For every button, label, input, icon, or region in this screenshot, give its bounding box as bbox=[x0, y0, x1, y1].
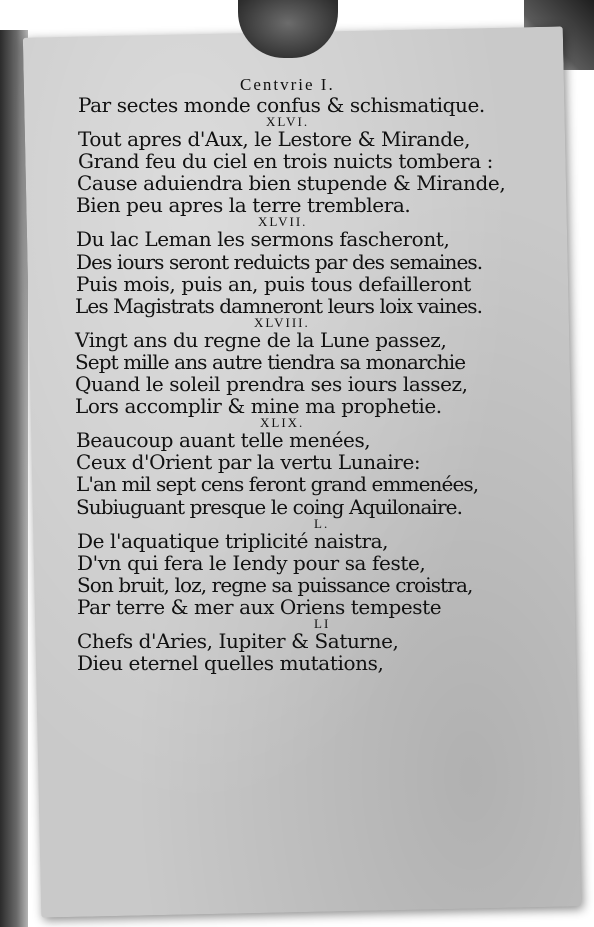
verse-line: Du lac Leman les sermons fascheront, bbox=[76, 227, 450, 252]
verse-line: Quand le soleil prendra ses iours lassez, bbox=[75, 372, 468, 397]
verse-line: Par terre & mer aux Oriens tempeste bbox=[77, 594, 442, 619]
running-title: Centvrie I. bbox=[240, 75, 335, 94]
quatrain-numeral: XLVIII. bbox=[254, 314, 310, 330]
carryover-line: Par sectes monde confus & schismatique. bbox=[78, 93, 485, 117]
verse-line: Sept mille ans autre tiendra sa monarchie bbox=[75, 349, 466, 374]
verse-line: Chefs d'Aries, Iupiter & Saturne, bbox=[77, 628, 399, 653]
verse-line: Grand feu du ciel en trois nuicts tombera : bbox=[78, 149, 494, 174]
quatrain-numeral: XLVI. bbox=[266, 114, 310, 130]
verse-line: Beaucoup auant telle menées, bbox=[76, 428, 371, 453]
verse-line: Lors accomplir & mine ma prophetie. bbox=[75, 394, 442, 419]
verse-line: Cause aduiendra bien stupende & Mirande, bbox=[77, 171, 506, 196]
quatrain-numeral: XLVII. bbox=[258, 214, 308, 230]
verse-line: Les Magistrats damneront leurs loix vaines. bbox=[75, 293, 483, 318]
verse-line: De l'aquatique triplicité naistra, bbox=[77, 528, 389, 553]
page-text bbox=[75, 75, 558, 676]
verse-line: Ceux d'Orient par la vertu Lunaire: bbox=[76, 450, 421, 475]
verse-line: Son bruit, loz, regne sa puissance croistra, bbox=[77, 572, 473, 597]
quatrain-numeral: XLIX. bbox=[260, 415, 305, 431]
verse-line: Puis mois, puis an, puis tous defailleront bbox=[76, 271, 471, 296]
verse-line: D'vn qui fera le Iendy pour sa feste, bbox=[77, 550, 426, 575]
verse-line: Subiuguant presque le coing Aquilonaire. bbox=[76, 494, 463, 519]
verse-line: Des iours seront reduicts par des semaines. bbox=[76, 249, 483, 274]
verse-line: Bien peu apres la terre tremblera. bbox=[76, 193, 411, 218]
quatrain-numeral: LI bbox=[314, 615, 331, 631]
quatrain-numeral: L. bbox=[314, 515, 330, 531]
verse-line: Vingt ans du regne de la Lune passez, bbox=[75, 327, 447, 352]
verse-line: Tout apres d'Aux, le Lestore & Mirande, bbox=[78, 127, 471, 152]
verse-line: Dieu eternel quelles mutations, bbox=[77, 651, 384, 676]
book-binding-shadow bbox=[0, 30, 28, 927]
verse-line: L'an mil sept cens feront grand emmenées, bbox=[76, 472, 479, 497]
